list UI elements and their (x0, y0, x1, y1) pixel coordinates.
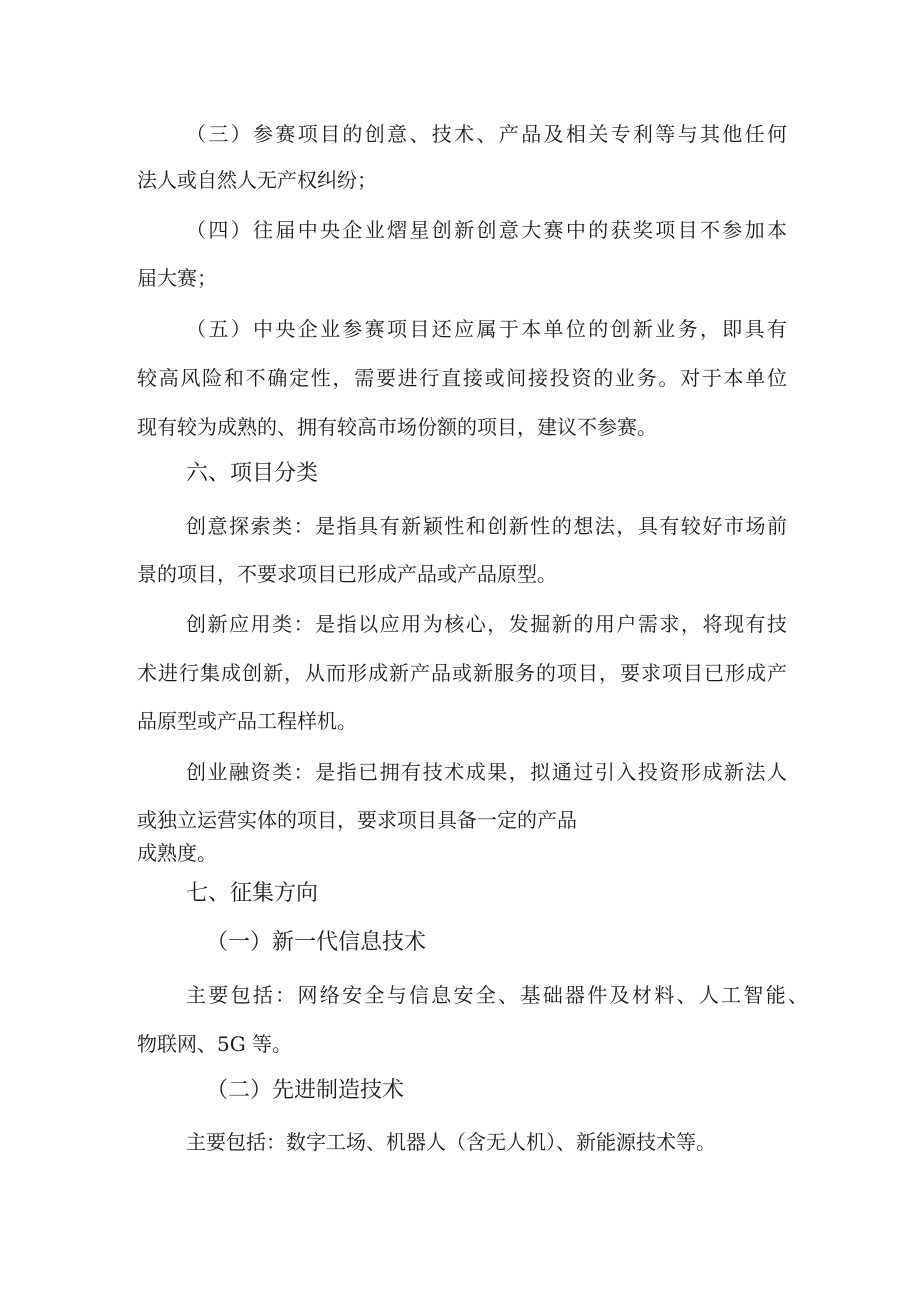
subsection-1-line-2: 物联网、5G 等。 (137, 1032, 293, 1056)
section-7-heading: 七、征集方向 (186, 881, 319, 906)
subsection-2-line-1: 主要包括：数字工场、机器人（含无人机）、新能源技术等。 (186, 1130, 716, 1154)
category-venture-line-3: 成熟度。 (137, 841, 217, 865)
category-explore-line-1: 创意探索类：是指具有新颖性和创新性的想法，具有较好市场前 (186, 514, 787, 538)
subsection-2-heading: （二）先进制造技术 (206, 1078, 405, 1103)
paragraph-5-line-2: 较高风险和不确定性，需要进行直接或间接投资的业务。对于本单位 (137, 366, 787, 390)
category-venture-line-2: 或独立运营实体的项目，要求项目具备一定的产品 (137, 808, 577, 832)
category-apply-line-1: 创新应用类：是指以应用为核心，发掘新的用户需求，将现有技 (186, 612, 787, 636)
category-apply-line-3: 品原型或产品工程样机。 (137, 709, 357, 733)
paragraph-4-line-2: 届大赛； (137, 266, 217, 290)
category-explore-line-2: 景的项目，不要求项目已形成产品或产品原型。 (137, 562, 557, 586)
category-apply-line-2: 术进行集成创新，从而形成新产品或新服务的项目，要求项目已形成产 (137, 661, 787, 685)
paragraph-4-line-1: （四）往届中央企业熠星创新创意大赛中的获奖项目不参加本 (186, 218, 787, 242)
paragraph-5-line-3: 现有较为成熟的、拥有较高市场份额的项目，建议不参赛。 (137, 415, 657, 439)
subsection-1-line-1: 主要包括：网络安全与信息安全、基础器件及材料、人工智能、 (186, 983, 808, 1007)
paragraph-3-line-2: 法人或自然人无产权纠纷； (137, 168, 377, 192)
category-venture-line-1: 创业融资类：是指已拥有技术成果，拟通过引入投资形成新法人 (186, 760, 787, 784)
section-6-heading: 六、项目分类 (186, 461, 319, 486)
subsection-1-heading: （一）新一代信息技术 (206, 930, 427, 955)
paragraph-3-line-1: （三）参赛项目的创意、技术、产品及相关专利等与其他任何 (186, 122, 787, 146)
paragraph-5-line-1: （五）中央企业参赛项目还应属于本单位的创新业务，即具有 (186, 317, 787, 341)
